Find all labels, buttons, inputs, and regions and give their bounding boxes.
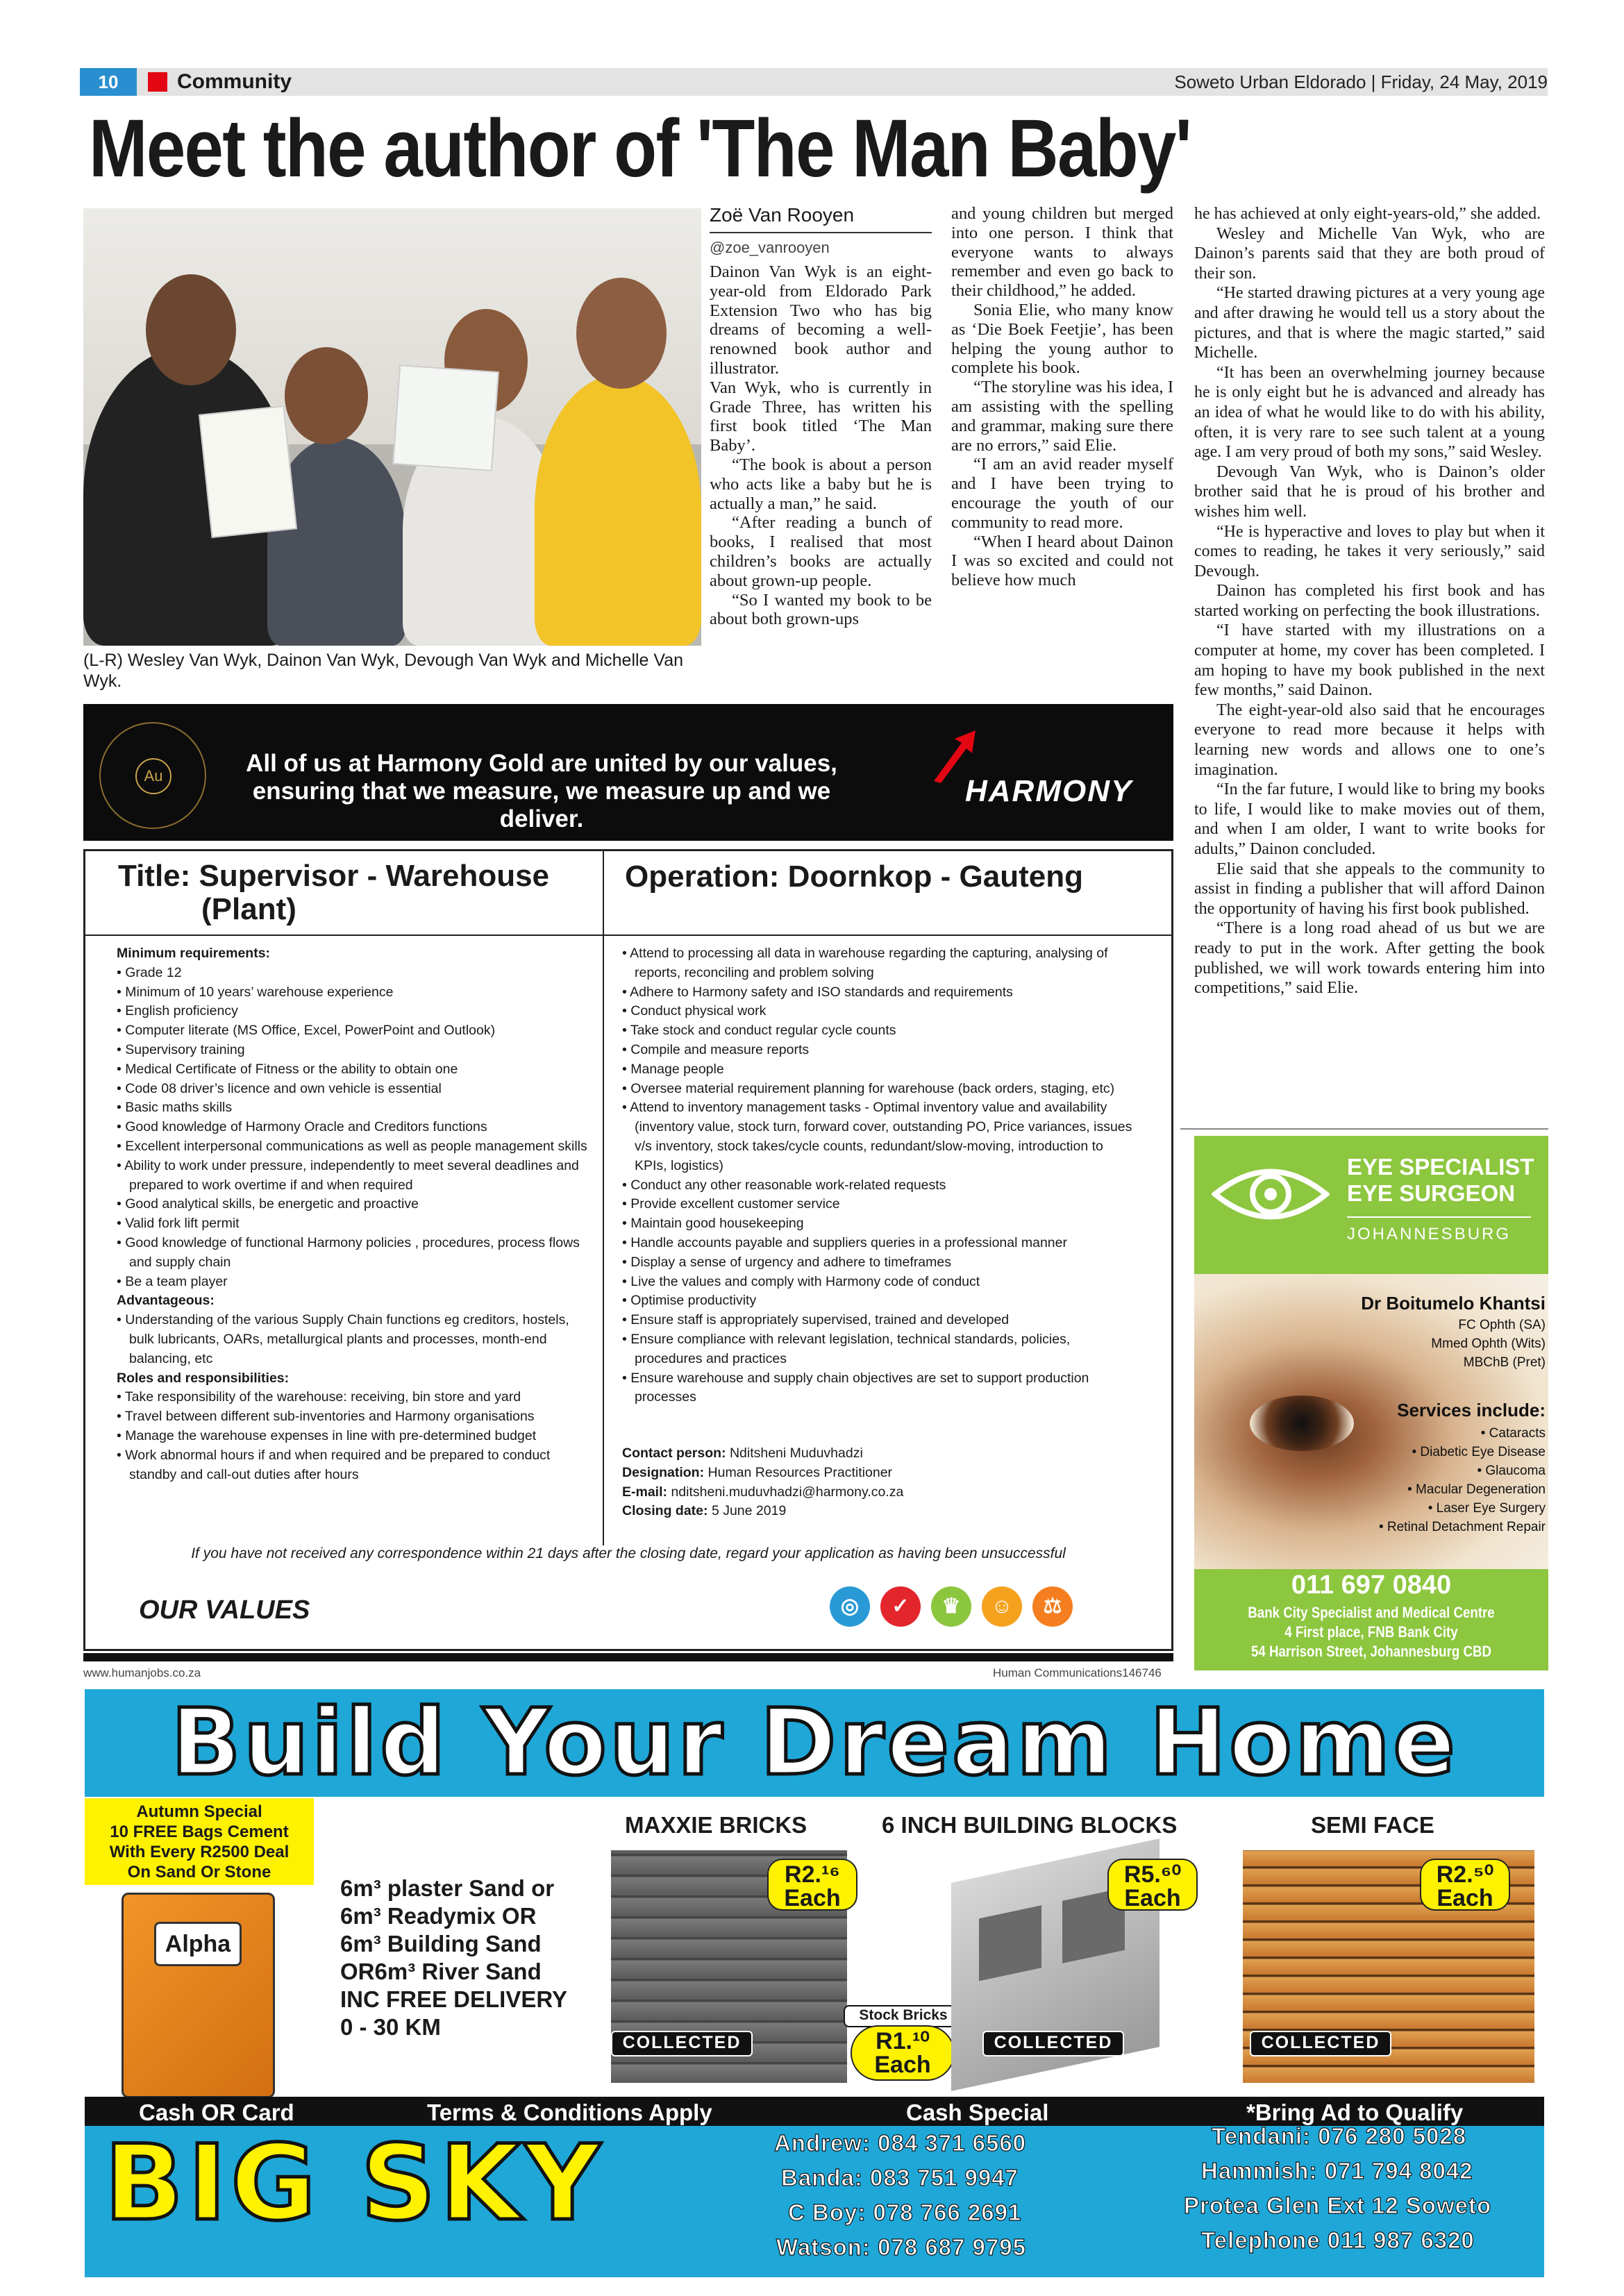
list-item-text: Handle accounts payable and suppliers queries in a professional manner <box>630 1234 1067 1250</box>
list-item <box>622 944 1136 983</box>
bullet-icon: • <box>117 1138 126 1154</box>
list-item <box>117 964 589 983</box>
value-icon-handshake: ☺ <box>982 1586 1022 1627</box>
contact-label: Contact person: <box>622 1446 726 1461</box>
paragraph: “I have started with my illustrations on a computer at home, my cover has been completed. I am hoping to have my book published in the next few months,” said Dainon. <box>1194 621 1545 700</box>
product-name: MAXXIE BRICKS <box>625 1812 807 1838</box>
list-item <box>117 1195 589 1214</box>
bullet-icon: • <box>117 1119 126 1135</box>
price-value: R2.⁵⁰ <box>1436 1861 1494 1888</box>
service-item: • Diabetic Eye Disease <box>1412 1445 1546 1459</box>
list-item <box>117 1041 589 1060</box>
contact-email[interactable]: nditsheni.muduvhadzi@harmony.co.za <box>671 1484 904 1500</box>
list-item-text: Display a sense of urgency and adhere to timeframes <box>630 1254 951 1270</box>
list-item-text: Code 08 driver’s licence and own vehicle is essential <box>125 1080 442 1096</box>
bullet-icon: • <box>622 1041 631 1057</box>
job-operation: Operation: Doornkop - Gauteng <box>625 860 1083 894</box>
bullet-icon: • <box>117 1080 126 1096</box>
list-item <box>117 983 589 1003</box>
service-item: • Retinal Detachment Repair <box>1378 1520 1546 1534</box>
list-item-text: Valid fork lift permit <box>125 1216 240 1232</box>
paragraph: “He started drawing pictures at a very young age and after drawing he would tell us a story about the pictures, and that is where the magic started,” said Michelle. <box>1194 284 1545 362</box>
list-item <box>117 1118 589 1137</box>
collected-tag: COLLECTED <box>982 2031 1124 2056</box>
eye-iris <box>1250 1396 1354 1451</box>
job-contact <box>622 1444 1150 1521</box>
job-bottom-rule <box>83 1653 1173 1661</box>
paragraph: “I am an avid reader myself and I have been trying to encourage the youth of our community to read more. <box>951 455 1173 532</box>
bullet-icon: • <box>622 1100 630 1116</box>
big-sky-logo: BIG SKY <box>104 2123 605 2244</box>
list-item <box>622 1176 1136 1196</box>
list-item <box>117 1021 589 1041</box>
price-unit: Each <box>874 2052 931 2078</box>
contact-line: Protea Glen Ext 12 Soweto <box>1184 2193 1492 2218</box>
paragraph: Sonia Elie, who many know as ‘Die Boek Feetjie’, has been helping the young author to complete his book. <box>951 300 1173 378</box>
service-item: • Cataracts <box>1480 1426 1546 1441</box>
list-item-text: Good knowledge of Harmony Oracle and Creditors functions <box>125 1119 487 1135</box>
list-heading: Advantageous: <box>117 1293 215 1309</box>
job-responsibilities-right <box>622 944 1136 1407</box>
harmony-logo: HARMONY <box>965 774 1133 808</box>
doctor-qualification: FC Ophth (SA) <box>1458 1318 1546 1332</box>
job-footer-note: If you have not received any correspondence within 21 days after the closing date, regard your application as having been unsuccessful <box>191 1545 1066 1561</box>
list-item-text: Understanding of the various Supply Chain functions eg creditors, hostels, bulk lubricants, OARs, metallurgical plants and processes, month-end balancing, etc <box>125 1312 569 1366</box>
eye-address-line: Bank City Specialist and Medical Centre <box>1248 1604 1495 1621</box>
band-text: Cash Special <box>906 2100 1049 2125</box>
list-item <box>622 1291 1136 1311</box>
price-unit: Each <box>784 1885 841 1911</box>
contact-line[interactable]: C Boy: 078 766 2691 <box>788 2199 1022 2225</box>
list-item <box>117 1080 589 1099</box>
list-item <box>622 1311 1136 1330</box>
contact-line[interactable]: Banda: 083 751 9947 <box>781 2165 1019 2190</box>
photo-caption: (L-R) Wesley Van Wyk, Dainon Van Wyk, Devough Van Wyk and Michelle Van Wyk. <box>83 651 684 691</box>
autumn-line: With Every R2500 Deal <box>109 1843 290 1861</box>
bullet-icon: • <box>622 1312 631 1328</box>
list-item <box>117 1388 589 1407</box>
list-item <box>622 1002 1136 1021</box>
bullet-icon: • <box>117 1041 126 1057</box>
autumn-line: On Sand Or Stone <box>127 1863 271 1882</box>
bullet-icon: • <box>622 1196 631 1212</box>
list-item-text: Manage people <box>630 1061 724 1077</box>
list-item <box>117 1427 589 1446</box>
stock-bricks-label: Stock Bricks <box>844 2005 963 2027</box>
contact-line[interactable]: Andrew: 084 371 6560 <box>774 2130 1027 2156</box>
paragraph: Devough Van Wyk, who is Dainon’s older brother said that he is proud of his brother and wishes him well. <box>1194 462 1545 521</box>
list-item-text: Basic maths skills <box>125 1100 233 1116</box>
list-item-text: Conduct any other reasonable work-related requests <box>630 1177 946 1193</box>
paragraph: “In the far future, I would like to bring my books to life, I would like to make movies out of them, and when I am older, I want to write books for adults,” Dainon concluded. <box>1194 780 1545 858</box>
list-item-text: Oversee material requirement planning for warehouse (back orders, staging, etc) <box>630 1080 1115 1096</box>
price-value: R5.⁶⁰ <box>1123 1861 1182 1888</box>
autumn-special <box>85 1798 314 1885</box>
value-icon-trophy: ♛ <box>931 1586 971 1627</box>
job-title: Title: Supervisor - Warehouse <box>118 859 550 893</box>
bullet-icon: • <box>622 1293 631 1309</box>
list-item-text: Attend to processing all data in warehouse regarding the capturing, analysing of reports, reconciling and problem solving <box>630 946 1108 980</box>
list-heading: Roles and responsibilities: <box>117 1370 290 1386</box>
tagline-line-2: ensuring that we measure, we measure up and we deliver. <box>252 778 831 832</box>
paragraph: Dainon Van Wyk is an eight-year-old from Eldorado Park Extension Two who has big dreams of becoming a well-renowned book author and illustrator. <box>710 262 932 378</box>
list-item <box>117 1137 589 1157</box>
list-item-text: Take stock and conduct regular cycle counts <box>630 1023 896 1039</box>
list-item <box>622 1234 1136 1253</box>
list-item <box>622 1369 1136 1408</box>
bullet-icon: • <box>117 1196 126 1212</box>
list-item-text: Manage the warehouse expenses in line with pre-determined budget <box>125 1427 537 1443</box>
band-text: *Bring Ad to Qualify <box>1246 2100 1464 2125</box>
job-requirements-left <box>117 944 589 1484</box>
bullet-icon: • <box>622 1023 630 1039</box>
sand-line: 6m³ Building Sand <box>340 1931 542 1956</box>
list-item-text: Work abnormal hours if and when required and be prepared to conduct standby and call-out duties after hours <box>125 1447 551 1482</box>
list-item-text: Minimum of 10 years’ warehouse experience <box>125 984 394 1000</box>
list-item <box>117 1157 589 1196</box>
list-item <box>622 1195 1136 1214</box>
list-item <box>622 1080 1136 1099</box>
bullet-icon: • <box>117 1427 126 1443</box>
bullet-icon: • <box>622 1234 631 1250</box>
closing-date: 5 June 2019 <box>711 1503 787 1519</box>
paragraph: “It has been an overwhelming journey because he is only eight but he is advanced and already has an idea of what he would like to do with his ability, often, it is very rare to see such talent at a young age. I am very proud of both my sons,” said Wesley. <box>1194 363 1545 462</box>
paragraph: and young children but merged into one person. I think that everyone wants to always remember and even go back to their childhood,” he added. <box>951 204 1173 301</box>
list-item <box>622 1041 1136 1060</box>
eye-rule <box>1347 1216 1531 1218</box>
headline: Meet the author of 'The Man Baby' <box>89 103 1191 194</box>
bullet-icon: • <box>117 1389 125 1405</box>
list-item <box>117 1214 589 1234</box>
byline-handle: @zoe_vanrooyen <box>710 239 830 256</box>
autumn-line: 10 FREE Bags Cement <box>110 1822 289 1841</box>
contact-line[interactable]: Watson: 078 687 9795 <box>776 2234 1026 2260</box>
list-item-text: Take responsibility of the warehouse: receiving, bin store and yard <box>124 1389 521 1405</box>
job-header-rule <box>85 935 1171 936</box>
byline-rule <box>710 232 932 233</box>
cement-brand: Alpha <box>154 1922 242 1966</box>
list-item-text: Ensure compliance with relevant legislation, technical standards, policies, procedures and practices <box>630 1331 1071 1366</box>
build-title: Build Your Dream Home <box>171 1689 1458 1796</box>
bullet-icon: • <box>622 946 630 961</box>
product-name: 6 INCH BUILDING BLOCKS <box>882 1812 1178 1838</box>
job-title-sub: (Plant) <box>201 892 296 926</box>
bullet-icon: • <box>622 984 630 1000</box>
list-item-text: Supervisory training <box>125 1041 245 1057</box>
list-item-text: Attend to inventory management tasks - Optimal inventory value and availability (inventory value, stock turn, forward cover, outstanding PO, Price variances, issues v/s inventory, stock takes/cycle counts, redundant/slow-moving, introduction to KPIs, logistics) <box>630 1100 1132 1173</box>
bullet-icon: • <box>117 1061 126 1077</box>
au-symbol: Au <box>135 758 171 794</box>
article-column-3 <box>1194 204 1545 998</box>
list-item <box>117 1407 589 1427</box>
byline-name: Zoë Van Rooyen <box>710 204 855 226</box>
price-unit: Each <box>1124 1885 1181 1911</box>
list-item <box>117 1311 589 1368</box>
list-item-text: Compile and measure reports <box>630 1041 810 1057</box>
harmony-tagline <box>208 750 875 833</box>
list-item <box>117 1060 589 1080</box>
article-column-2 <box>951 204 1173 590</box>
list-item-text: Medical Certificate of Fitness or the ability to obtain one <box>125 1061 458 1077</box>
eye-logo-icon <box>1212 1156 1330 1232</box>
bullet-icon: • <box>117 1023 126 1039</box>
bullet-icon: • <box>117 1273 126 1289</box>
list-item-text: Adhere to Harmony safety and ISO standards and requirements <box>630 984 1013 1000</box>
list-item <box>117 1273 589 1292</box>
eye-title-2: EYE SURGEON <box>1347 1180 1516 1206</box>
bullet-icon: • <box>622 1080 631 1096</box>
paragraph: Dainon has completed his first book and has started working on perfecting the book illustrations. <box>1194 582 1545 620</box>
bullet-icon: • <box>622 1061 631 1077</box>
bullet-icon: • <box>117 1216 126 1232</box>
eye-address-line: 54 Harrison Street, Johannesburg CBD <box>1250 1643 1492 1660</box>
list-item <box>117 1234 589 1273</box>
bullet-icon: • <box>622 1273 631 1289</box>
bullet-icon: • <box>117 1100 126 1116</box>
email-label: E-mail: <box>622 1484 668 1500</box>
ad-reference: Human Communications146746 <box>993 1666 1162 1679</box>
paragraph: “The storyline was his idea, I am assisting with the spelling and grammar, making sure there are no errors,” said Elie. <box>951 378 1173 455</box>
bullet-icon: • <box>622 1177 631 1193</box>
paragraph: The eight-year-old also said that he encourages everyone to read more because it helps with learning new words and allows one to one’s imagination. <box>1194 701 1545 779</box>
closing-label: Closing date: <box>622 1503 708 1519</box>
list-item-text: Optimise productivity <box>630 1293 757 1309</box>
list-item-text: English proficiency <box>125 1003 238 1019</box>
contact-person: Nditsheni Muduvhadzi <box>729 1446 863 1461</box>
doctor-qualification: MBChB (Pret) <box>1463 1355 1546 1370</box>
product-price <box>767 1859 857 1911</box>
contact-line[interactable]: Tendani: 076 280 5028 <box>1212 2123 1467 2149</box>
value-icon-measure: ◎ <box>830 1586 870 1627</box>
section-marker <box>148 72 167 92</box>
paragraph: “The book is about a person who acts like a baby but he is actually a man,” he said. <box>710 455 932 513</box>
bullet-icon: • <box>117 964 126 980</box>
bullet-icon: • <box>622 1370 631 1386</box>
value-icon-check: ✓ <box>880 1586 921 1627</box>
list-item <box>622 983 1136 1003</box>
price-value: R1.¹⁰ <box>876 2028 930 2054</box>
masthead-dateline: Soweto Urban Eldorado | Friday, 24 May, 2019 <box>1174 72 1548 92</box>
list-item <box>117 1002 589 1021</box>
autumn-line: Autumn Special <box>136 1802 262 1821</box>
list-item-text: Travel between different sub-inventories and Harmony organisations <box>124 1409 535 1425</box>
paragraph: Wesley and Michelle Van Wyk, who are Dainon’s parents said that they are both proud of their son. <box>1194 224 1545 283</box>
list-item <box>117 1446 589 1485</box>
article-column-1 <box>710 262 932 629</box>
paragraph: “There is a long road ahead of us but we are ready to put in the work. After getting the book published, we will work towards entering him into competitions,” said Elie. <box>1194 919 1545 998</box>
list-item-text: Provide excellent customer service <box>630 1196 840 1212</box>
list-item-text: Live the values and comply with Harmony code of conduct <box>630 1273 980 1289</box>
list-item <box>622 1273 1136 1292</box>
product-price <box>1420 1859 1510 1911</box>
collected-tag: COLLECTED <box>611 2031 753 2056</box>
list-item-text: Ensure staff is appropriately supervised, trained and developed <box>630 1312 1010 1328</box>
eye-title-1: EYE SPECIALIST <box>1347 1154 1534 1180</box>
service-item: • Laser Eye Surgery <box>1428 1501 1546 1516</box>
list-item-text: Excellent interpersonal communications as well as people management skills <box>125 1138 587 1154</box>
column-rule <box>1180 1128 1548 1130</box>
stock-bricks-price <box>851 2025 955 2081</box>
contact-line[interactable]: Telephone 011 987 6320 <box>1201 2227 1475 2253</box>
list-item <box>117 1098 589 1118</box>
list-item-text: Computer literate (MS Office, Excel, PowerPoint and Outlook) <box>125 1023 496 1039</box>
bullet-icon: • <box>622 1216 631 1232</box>
list-item-text: Good knowledge of functional Harmony policies , procedures, process flows and supply chain <box>125 1234 580 1270</box>
bullet-icon: • <box>117 984 126 1000</box>
price-value: R2.¹⁶ <box>785 1861 840 1888</box>
sand-line: 6m³ plaster Sand or <box>340 1875 555 1901</box>
paragraph: he has achieved at only eight-years-old,” she added. <box>1194 205 1541 223</box>
band-text: Terms & Conditions Apply <box>427 2100 712 2125</box>
value-icon-scales: ⚖ <box>1032 1586 1073 1627</box>
eye-phone[interactable]: 011 697 0840 <box>1291 1570 1452 1600</box>
list-item <box>622 1060 1136 1080</box>
bullet-icon: • <box>117 1312 126 1328</box>
list-item <box>622 1098 1136 1175</box>
list-item-text: Be a team player <box>125 1273 228 1289</box>
our-values-label: OUR VALUES <box>139 1595 310 1625</box>
sand-line: 6m³ Readymix OR <box>340 1903 537 1929</box>
paragraph: “He is hyperactive and loves to play but when it comes to reading, he takes it very seriously,” said Devough. <box>1194 522 1545 580</box>
doctor-name: Dr Boitumelo Khantsi <box>1361 1293 1546 1314</box>
paragraph: Elie said that she appeals to the community to assist in finding a publisher that will afford Dainon the opportunity of having his first book published. <box>1194 860 1545 918</box>
doctor-qualification: Mmed Ophth (Wits) <box>1431 1336 1546 1351</box>
designation-label: Designation: <box>622 1464 705 1480</box>
tagline-line-1: All of us at Harmony Gold are united by our values, <box>246 750 837 777</box>
list-item-text: Maintain good housekeeping <box>630 1216 804 1232</box>
designation: Human Resources Practitioner <box>708 1464 893 1480</box>
family-photo <box>83 208 701 646</box>
list-item <box>622 1253 1136 1273</box>
contact-line[interactable]: Hammish: 071 794 8042 <box>1201 2158 1473 2184</box>
product-price <box>1107 1859 1198 1911</box>
job-column-divider <box>603 935 604 1545</box>
list-item <box>622 1330 1136 1369</box>
bullet-icon: • <box>117 1003 126 1019</box>
list-item-text: Good analytical skills, be energetic and proactive <box>125 1196 419 1212</box>
list-item-text: Conduct physical work <box>630 1003 767 1019</box>
service-item: • Glaucoma <box>1477 1464 1546 1478</box>
bullet-icon: • <box>117 1447 126 1463</box>
list-item <box>622 1214 1136 1234</box>
price-unit: Each <box>1437 1885 1493 1911</box>
bullet-icon: • <box>622 1003 631 1019</box>
eye-city: JOHANNESBURG <box>1347 1225 1512 1243</box>
paragraph: Van Wyk, who is currently in Grade Three, has written his first book titled ‘The Man Baby’. <box>710 378 932 455</box>
sand-line: INC FREE DELIVERY <box>340 1986 567 2012</box>
paragraph: “After reading a bunch of books, I realised that most children’s books are actually about grown-up people. <box>710 513 932 590</box>
eye-address-line: 4 First place, FNB Bank City <box>1284 1623 1458 1641</box>
product-name: SEMI FACE <box>1311 1812 1434 1838</box>
page-number: 10 <box>80 68 137 96</box>
sand-line: 0 - 30 KM <box>340 2014 441 2040</box>
site-url[interactable]: www.humanjobs.co.za <box>83 1666 201 1679</box>
list-item-text: Ensure warehouse and supply chain objectives are set to support production processes <box>630 1370 1089 1405</box>
services-heading: Services include: <box>1397 1400 1546 1421</box>
list-item-text: Ability to work under pressure, independently to meet several deadlines and prepared to work overtime if and when required <box>124 1157 579 1193</box>
list-item <box>622 1021 1136 1041</box>
band-text: Cash OR Card <box>139 2100 294 2125</box>
service-item: • Macular Degeneration <box>1407 1482 1546 1497</box>
list-item-text: Grade 12 <box>125 964 182 980</box>
bullet-icon: • <box>117 1409 125 1425</box>
bullet-icon: • <box>622 1331 631 1347</box>
bullet-icon: • <box>117 1234 126 1250</box>
paragraph: “So I wanted my book to be about both grown-ups <box>710 590 932 629</box>
bullet-icon: • <box>117 1157 125 1173</box>
sand-line: OR6m³ River Sand <box>340 1959 542 1984</box>
list-heading: Minimum requirements: <box>117 946 271 961</box>
collected-tag: COLLECTED <box>1250 2031 1391 2056</box>
bullet-icon: • <box>622 1254 631 1270</box>
section-name: Community <box>177 70 292 93</box>
paragraph: “When I heard about Dainon I was so excited and could not believe how much <box>951 532 1173 590</box>
